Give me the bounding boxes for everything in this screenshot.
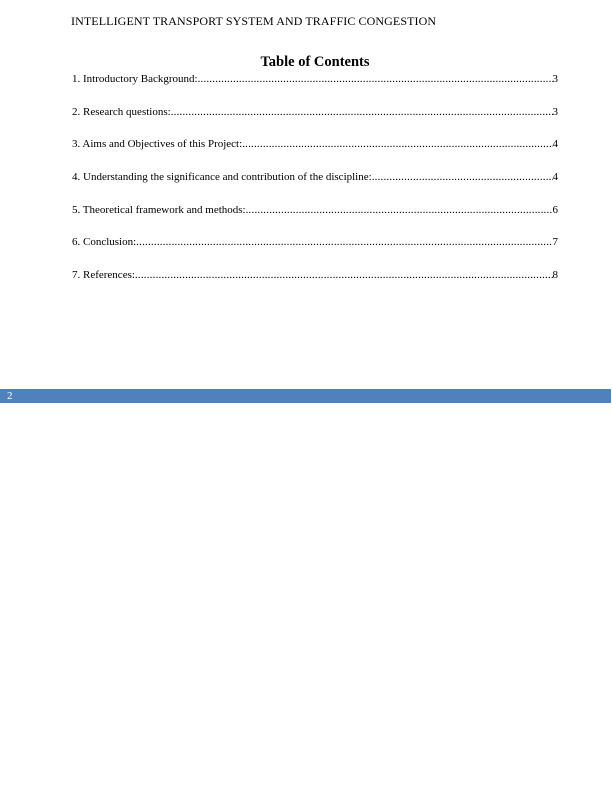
running-header: INTELLIGENT TRANSPORT SYSTEM AND TRAFFIC CONGESTION [71, 14, 437, 28]
toc-entry-references[interactable] [72, 267, 558, 283]
toc-entry-page: 8 [552, 269, 558, 282]
toc-entry-introductory-background[interactable] [72, 71, 558, 87]
toc-entry-label: 2. Research questions: [72, 105, 171, 118]
toc-title: Table of Contents [260, 54, 370, 70]
toc-entry-theoretical-framework[interactable] [72, 202, 558, 218]
footer-bar [0, 389, 611, 403]
toc-entry-label: 4. Understanding the significance and contribution of the discipline: [72, 171, 372, 184]
toc-list [72, 71, 558, 300]
toc-entry-page: 4 [552, 138, 558, 151]
toc-dot-leader [372, 169, 553, 185]
toc-dot-leader [246, 202, 553, 218]
toc-entry-research-questions[interactable] [72, 104, 558, 120]
toc-entry-label: 3. Aims and Objectives of this Project: [72, 138, 243, 151]
toc-entry-significance-contribution[interactable] [72, 169, 558, 185]
toc-entry-label: 7. References: [72, 269, 135, 282]
page-number: 2 [7, 390, 13, 402]
toc-entry-page: 3 [552, 73, 558, 85]
toc-entry-page: 4 [552, 171, 558, 184]
toc-entry-label: 1. Introductory Background: [72, 73, 198, 85]
toc-entry-label: 5. Theoretical framework and methods: [72, 203, 246, 216]
toc-dot-leader [171, 104, 553, 120]
toc-entry-conclusion[interactable] [72, 234, 558, 250]
toc-entry-label: 6. Conclusion: [72, 236, 137, 249]
toc-entry-aims-objectives[interactable] [72, 136, 558, 152]
toc-dot-leader [242, 136, 552, 152]
toc-dot-leader [135, 267, 553, 283]
toc-entry-page: 7 [552, 236, 558, 249]
toc-dot-leader [198, 71, 553, 87]
toc-entry-page: 6 [552, 203, 558, 216]
toc-dot-leader [136, 234, 552, 250]
toc-entry-page: 3 [552, 105, 558, 118]
